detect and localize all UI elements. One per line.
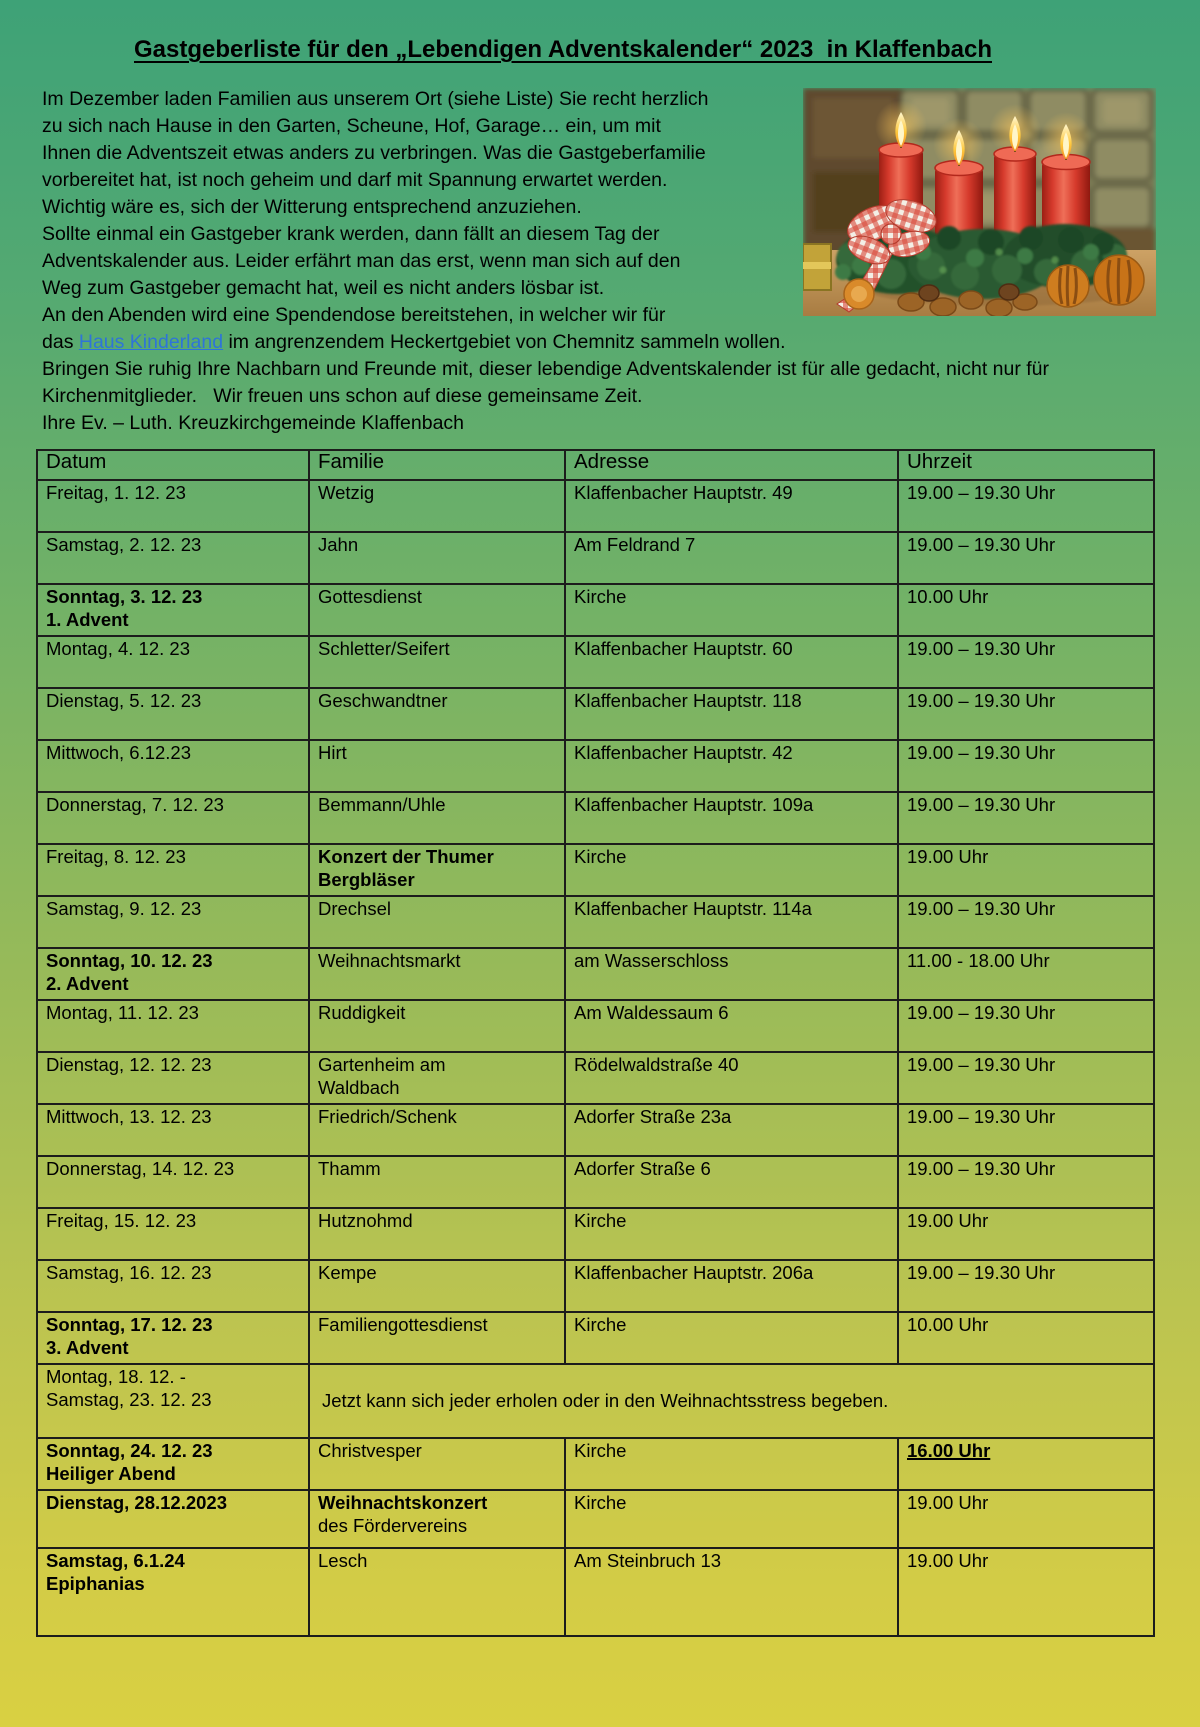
cell-line: Bemmann/Uhle — [318, 794, 446, 815]
intro-line: Wichtig wäre es, sich der Witterung entsprechend anzuziehen. — [42, 196, 582, 218]
cell-uhrzeit — [898, 688, 1154, 740]
cell-uhrzeit — [898, 1104, 1154, 1156]
cell-line: 19.00 Uhr — [907, 1210, 989, 1231]
cell-line: Dienstag, 12. 12. 23 — [46, 1054, 212, 1075]
table-row — [37, 636, 1154, 688]
cell-line: Friedrich/Schenk — [318, 1106, 457, 1127]
cell-adresse — [565, 1260, 898, 1312]
cell-line: Mittwoch, 6.12.23 — [46, 742, 191, 763]
cell-datum — [37, 1490, 309, 1548]
intro-closing-block — [42, 356, 1164, 437]
cell-datum — [37, 584, 309, 636]
cell-line: Am Waldessaum 6 — [574, 1002, 729, 1023]
cell-familie — [309, 1208, 565, 1260]
cell-line: Schletter/Seifert — [318, 638, 450, 659]
cell-familie — [309, 1548, 565, 1636]
cell-datum — [37, 1260, 309, 1312]
cell-line: Freitag, 1. 12. 23 — [46, 482, 186, 503]
cell-familie — [309, 792, 565, 844]
intro-line: An den Abenden wird eine Spendendose bereitstehen, in welcher wir für — [42, 304, 666, 326]
cell-adresse — [565, 480, 898, 532]
table-row — [37, 584, 1154, 636]
cell-line: 10.00 Uhr — [907, 1314, 989, 1335]
cell-line: Sonntag, 10. 12. 23 — [46, 950, 213, 971]
cell-line: Hirt — [318, 742, 347, 763]
cell-line: Lesch — [318, 1550, 368, 1571]
cell-line: Samstag, 9. 12. 23 — [46, 898, 202, 919]
cell-line: 19.00 Uhr — [907, 846, 989, 867]
column-header-datum: Datum — [37, 450, 309, 480]
table-row — [37, 740, 1154, 792]
cell-datum — [37, 1052, 309, 1104]
cell-familie — [309, 948, 565, 1000]
cell-line: Donnerstag, 7. 12. 23 — [46, 794, 224, 815]
cell-datum — [37, 1000, 309, 1052]
cell-line: 10.00 Uhr — [907, 586, 989, 607]
cell-datum — [37, 1208, 309, 1260]
cell-datum — [37, 896, 309, 948]
cell-adresse — [565, 1000, 898, 1052]
cell-line: Waldbach — [318, 1076, 400, 1098]
cell-line: 16.00 Uhr — [907, 1440, 991, 1461]
cell-line: Jetzt kann sich jeder erholen oder in den Weihnachtsstress begeben. — [322, 1390, 889, 1412]
intro-line: Bringen Sie ruhig Ihre Nachbarn und Freunde mit, dieser lebendige Adventskalender ist für alle gedacht, nicht nur für — [42, 358, 1050, 380]
cell-line: Adorfer Straße 23a — [574, 1106, 732, 1127]
cell-line: 19.00 Uhr — [907, 1550, 989, 1571]
cell-uhrzeit — [898, 1000, 1154, 1052]
cell-line: Kirche — [574, 1492, 627, 1513]
cell-familie — [309, 636, 565, 688]
cell-datum — [37, 688, 309, 740]
cell-line: Thamm — [318, 1158, 381, 1179]
cell-line: Wetzig — [318, 482, 375, 503]
cell-line: Drechsel — [318, 898, 391, 919]
cell-line: Jahn — [318, 534, 359, 555]
cell-datum — [37, 480, 309, 532]
cell-adresse — [565, 1156, 898, 1208]
cell-line: Christvesper — [318, 1440, 422, 1461]
cell-line: Gartenheim am — [318, 1054, 446, 1075]
intro-line: Ihnen die Adventszeit etwas anders zu verbringen. Was die Gastgeberfamilie — [42, 142, 706, 164]
cell-line: Kirche — [574, 1210, 627, 1231]
cell-line: Kempe — [318, 1262, 377, 1283]
cell-line: Kirche — [574, 1440, 627, 1461]
cell-line: Heiliger Abend — [46, 1462, 176, 1484]
cell-line: Sonntag, 3. 12. 23 — [46, 586, 203, 607]
cell-line: Samstag, 23. 12. 23 — [46, 1388, 212, 1410]
table-row — [37, 1000, 1154, 1052]
cell-adresse — [565, 1438, 898, 1490]
cell-line: 19.00 – 19.30 Uhr — [907, 638, 1056, 659]
cell-datum — [37, 1364, 309, 1438]
cell-familie — [309, 532, 565, 584]
cell-adresse — [565, 896, 898, 948]
cell-line: Klaffenbacher Hauptstr. 42 — [574, 742, 793, 763]
cell-uhrzeit — [898, 480, 1154, 532]
cell-adresse — [565, 844, 898, 896]
haus-kinderland-link[interactable]: Haus Kinderland — [78, 331, 224, 353]
cell-line: am Wasserschloss — [574, 950, 729, 971]
cell-line: Hutznohmd — [318, 1210, 413, 1231]
cell-datum — [37, 740, 309, 792]
cell-uhrzeit — [898, 1548, 1154, 1636]
cell-uhrzeit — [898, 896, 1154, 948]
table-header — [37, 450, 1154, 480]
cell-datum — [37, 1548, 309, 1636]
cell-line: 19.00 – 19.30 Uhr — [907, 482, 1056, 503]
column-header-familie: Familie — [309, 450, 565, 480]
intro-line-with-link — [42, 329, 1164, 356]
column-header-uhrzeit: Uhrzeit — [898, 450, 1154, 480]
table-row — [37, 792, 1154, 844]
cell-familie — [309, 896, 565, 948]
table-row — [37, 1312, 1154, 1364]
page-title: Gastgeberliste für den „Lebendigen Adventskalender“ 2023 in Klaffenbach — [134, 36, 992, 63]
cell-line: Klaffenbacher Hauptstr. 109a — [574, 794, 814, 815]
cell-uhrzeit — [898, 1260, 1154, 1312]
cell-note — [309, 1364, 1154, 1438]
cell-uhrzeit — [898, 948, 1154, 1000]
cell-adresse — [565, 1052, 898, 1104]
intro-line: zu sich nach Hause in den Garten, Scheune, Hof, Garage… ein, um mit — [42, 115, 661, 137]
cell-line: Samstag, 16. 12. 23 — [46, 1262, 212, 1283]
cell-line: Montag, 4. 12. 23 — [46, 638, 190, 659]
cell-line: Kirche — [574, 586, 627, 607]
cell-line: 19.00 – 19.30 Uhr — [907, 742, 1056, 763]
table-row — [37, 1548, 1154, 1636]
cell-familie — [309, 1052, 565, 1104]
table-row — [37, 1104, 1154, 1156]
cell-line: des Fördervereins — [318, 1514, 468, 1536]
link-prefix-text: das — [42, 331, 79, 353]
table-row — [37, 1438, 1154, 1490]
cell-uhrzeit — [898, 1208, 1154, 1260]
cell-adresse — [565, 1208, 898, 1260]
cell-adresse — [565, 1104, 898, 1156]
intro-section — [42, 86, 1164, 437]
cell-line: Sonntag, 24. 12. 23 — [46, 1440, 213, 1461]
intro-line: Ihre Ev. – Luth. Kreuzkirchgemeinde Klaffenbach — [42, 412, 465, 434]
cell-datum — [37, 792, 309, 844]
cell-line: Klaffenbacher Hauptstr. 206a — [574, 1262, 814, 1283]
table-row — [37, 688, 1154, 740]
cell-adresse — [565, 688, 898, 740]
cell-line: Weihnachtsmarkt — [318, 950, 461, 971]
cell-line: 11.00 - 18.00 Uhr — [907, 950, 1050, 971]
cell-uhrzeit — [898, 1312, 1154, 1364]
cell-adresse — [565, 1490, 898, 1548]
cell-line: Rödelwaldstraße 40 — [574, 1054, 739, 1075]
cell-line: Dienstag, 28.12.2023 — [46, 1492, 227, 1513]
table-row — [37, 1364, 1154, 1438]
cell-line: Gottesdienst — [318, 586, 422, 607]
cell-line: Bergbläser — [318, 868, 415, 890]
intro-line: Im Dezember laden Familien aus unserem Ort (siehe Liste) Sie recht herzlich — [42, 88, 709, 110]
cell-line: Epiphanias — [46, 1572, 145, 1594]
cell-line: Am Feldrand 7 — [574, 534, 696, 555]
cell-uhrzeit — [898, 844, 1154, 896]
gift-box — [803, 244, 831, 290]
cell-line: Familiengottesdienst — [318, 1314, 488, 1335]
cell-line: Kirche — [574, 1314, 627, 1335]
cell-line: Geschwandtner — [318, 690, 448, 711]
cell-familie — [309, 1000, 565, 1052]
cell-line: 19.00 Uhr — [907, 1492, 989, 1513]
cell-line: 19.00 – 19.30 Uhr — [907, 1106, 1056, 1127]
cell-adresse — [565, 740, 898, 792]
cell-datum — [37, 1312, 309, 1364]
cell-familie — [309, 1104, 565, 1156]
cell-adresse — [565, 636, 898, 688]
cell-line: 3. Advent — [46, 1336, 129, 1358]
cell-adresse — [565, 1548, 898, 1636]
cell-familie — [309, 584, 565, 636]
cell-uhrzeit — [898, 1156, 1154, 1208]
cell-uhrzeit — [898, 636, 1154, 688]
column-header-adresse: Adresse — [565, 450, 898, 480]
cell-line: 19.00 – 19.30 Uhr — [907, 1054, 1056, 1075]
cell-line: Weihnachtskonzert — [318, 1492, 488, 1513]
cell-line: Samstag, 6.1.24 — [46, 1550, 185, 1571]
cell-line: 19.00 – 19.30 Uhr — [907, 534, 1056, 555]
intro-line: Adventskalender aus. Leider erfährt man das erst, wenn man sich auf den — [42, 250, 681, 272]
cell-datum — [37, 948, 309, 1000]
cell-familie — [309, 1438, 565, 1490]
cell-line: Am Steinbruch 13 — [574, 1550, 722, 1571]
cell-familie — [309, 1260, 565, 1312]
cell-familie — [309, 480, 565, 532]
cell-line: Donnerstag, 14. 12. 23 — [46, 1158, 235, 1179]
table-row — [37, 896, 1154, 948]
link-suffix-text: im angrenzendem Heckertgebiet von Chemnitz sammeln wollen. — [223, 331, 786, 353]
intro-line: Sollte einmal ein Gastgeber krank werden, dann fällt an diesem Tag der — [42, 223, 660, 245]
cell-line: 2. Advent — [46, 972, 129, 994]
cell-line: 1. Advent — [46, 608, 129, 630]
cell-familie — [309, 1312, 565, 1364]
cell-adresse — [565, 948, 898, 1000]
cell-datum — [37, 1104, 309, 1156]
cell-line: Adorfer Straße 6 — [574, 1158, 711, 1179]
cell-line: 19.00 – 19.30 Uhr — [907, 898, 1056, 919]
table-row — [37, 532, 1154, 584]
cell-familie — [309, 740, 565, 792]
intro-line: Weg zum Gastgeber gemacht hat, weil es nicht anders lösbar ist. — [42, 277, 605, 299]
cell-uhrzeit — [898, 584, 1154, 636]
cell-uhrzeit — [898, 1052, 1154, 1104]
cell-line: 19.00 – 19.30 Uhr — [907, 1002, 1056, 1023]
cell-line: Dienstag, 5. 12. 23 — [46, 690, 202, 711]
cell-datum — [37, 636, 309, 688]
cell-familie — [309, 1156, 565, 1208]
cell-line: Klaffenbacher Hauptstr. 49 — [574, 482, 793, 503]
table-row — [37, 1156, 1154, 1208]
cell-line: 19.00 – 19.30 Uhr — [907, 1158, 1056, 1179]
cell-line: Kirche — [574, 846, 627, 867]
cell-adresse — [565, 584, 898, 636]
host-schedule-table — [36, 449, 1155, 1637]
table-row — [37, 1208, 1154, 1260]
table-row — [37, 1260, 1154, 1312]
table-row — [37, 1490, 1154, 1548]
cell-line: Klaffenbacher Hauptstr. 114a — [574, 898, 812, 919]
cell-line: Montag, 11. 12. 23 — [46, 1002, 199, 1023]
cell-uhrzeit — [898, 1490, 1154, 1548]
table-row — [37, 948, 1154, 1000]
cell-familie — [309, 688, 565, 740]
cell-datum — [37, 1438, 309, 1490]
cell-datum — [37, 1156, 309, 1208]
cell-line: Klaffenbacher Hauptstr. 118 — [574, 690, 802, 711]
cell-datum — [37, 532, 309, 584]
cell-uhrzeit — [898, 1438, 1154, 1490]
advent-wreath-photo — [803, 88, 1156, 316]
cell-line: 19.00 – 19.30 Uhr — [907, 690, 1056, 711]
cell-line: Freitag, 8. 12. 23 — [46, 846, 186, 867]
cell-adresse — [565, 1312, 898, 1364]
cell-line: Ruddigkeit — [318, 1002, 406, 1023]
cell-familie — [309, 844, 565, 896]
table-row — [37, 844, 1154, 896]
cell-datum — [37, 844, 309, 896]
cell-line: Klaffenbacher Hauptstr. 60 — [574, 638, 793, 659]
cell-line: Konzert der Thumer — [318, 846, 494, 867]
cell-line: Sonntag, 17. 12. 23 — [46, 1314, 213, 1335]
cell-line: Montag, 18. 12. - — [46, 1366, 186, 1387]
table-row — [37, 480, 1154, 532]
advent-wreath-image — [803, 88, 1156, 316]
cell-uhrzeit — [898, 740, 1154, 792]
table-row — [37, 1052, 1154, 1104]
cell-line: Mittwoch, 13. 12. 23 — [46, 1106, 212, 1127]
cell-line: 19.00 – 19.30 Uhr — [907, 794, 1056, 815]
cell-line: Samstag, 2. 12. 23 — [46, 534, 202, 555]
cell-line: Freitag, 15. 12. 23 — [46, 1210, 197, 1231]
intro-line: Kirchenmitglieder. Wir freuen uns schon auf diese gemeinsame Zeit. — [42, 385, 643, 407]
cell-familie — [309, 1490, 565, 1548]
cell-adresse — [565, 792, 898, 844]
cell-line: 19.00 – 19.30 Uhr — [907, 1262, 1056, 1283]
intro-line: vorbereitet hat, ist noch geheim und darf mit Spannung erwartet werden. — [42, 169, 668, 191]
table-body — [37, 480, 1154, 1636]
cell-uhrzeit — [898, 792, 1154, 844]
cell-uhrzeit — [898, 532, 1154, 584]
cell-adresse — [565, 532, 898, 584]
table-header-row — [37, 450, 1154, 480]
advent-calendar-flyer — [0, 36, 1200, 1727]
